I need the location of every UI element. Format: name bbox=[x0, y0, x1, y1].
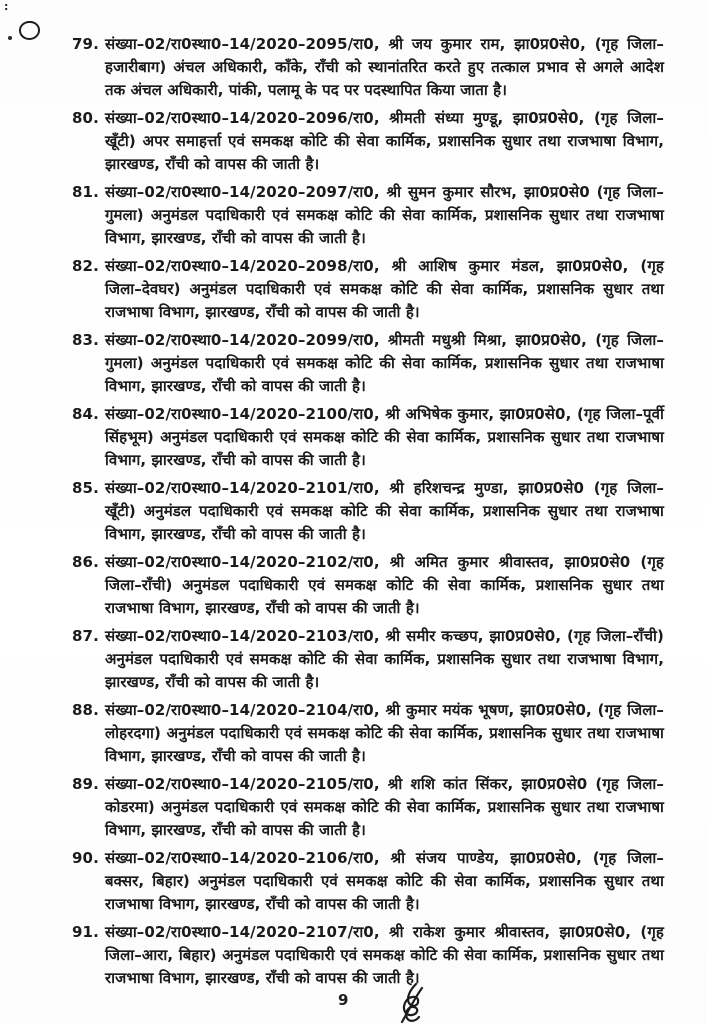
item-text: संख्या–02/रा0स्था0–14/2020–2096/रा0, श्रीमती संध्या मुण्डू, झा0प्र0से0, (गृह जिला–खूँटी) अपर समाहर्त्ता एवं समकक्ष कोटि की सेवा कार्मिक, प्रशासनिक सुधार तथा राजभाषा विभाग, झारखण्ड, राँची को वापस की जाती है। bbox=[105, 109, 664, 173]
item-number: 81. bbox=[72, 183, 99, 201]
signature-scribble-icon bbox=[392, 982, 432, 1024]
order-item bbox=[72, 255, 664, 324]
order-item bbox=[72, 921, 664, 990]
order-item bbox=[72, 551, 664, 620]
item-text: संख्या–02/रा0स्था0–14/2020–2098/रा0, श्री आशिष कुमार मंडल, झा0प्र0से0, (गृह जिला–देवघर) अनुमंडल पदाधिकारी एवं समकक्ष कोटि की सेवा कार्मिक, प्रशासनिक सुधार तथा राजभाषा विभाग, झारखण्ड, राँची को वापस की जाती है। bbox=[105, 257, 664, 321]
order-item bbox=[72, 625, 664, 694]
ink-dot-mark bbox=[8, 36, 12, 40]
item-text: संख्या–02/रा0स्था0–14/2020–2095/रा0, श्री जय कुमार राम, झा0प्र0से0, (गृह जिला–हजारीबाग) अंचल अधिकारी, काँके, राँची को स्थानांतरित करते हुए तत्काल प्रभाव से अगले आदेश तक अंचल अधिकारी, पांकी, पलामू के पद पर पदस्थापित किया जाता है। bbox=[105, 35, 664, 99]
ink-colon-mark: : bbox=[4, 0, 9, 13]
circle-mark bbox=[19, 21, 40, 40]
item-number: 87. bbox=[72, 627, 99, 645]
item-text: संख्या–02/रा0स्था0–14/2020–2104/रा0, श्री कुमार मयंक भूषण, झा0प्र0से0, (गृह जिला–लोहरदगा) अनुमंडल पदाधिकारी एवं समकक्ष कोटि की सेवा कार्मिक, प्रशासनिक सुधार तथा राजभाषा विभाग, झारखण्ड, राँची को वापस की जाती है। bbox=[105, 701, 664, 765]
item-number: 91. bbox=[72, 923, 99, 941]
order-item bbox=[72, 699, 664, 768]
item-text: संख्या–02/रा0स्था0–14/2020–2097/रा0, श्री सुमन कुमार सौरभ, झा0प्र0से0 (गृह जिला–गुमला) अनुमंडल पदाधिकारी एवं समकक्ष कोटि की सेवा कार्मिक, प्रशासनिक सुधार तथा राजभाषा विभाग, झारखण्ड, राँची को वापस की जाती है। bbox=[105, 183, 664, 247]
scan-corner-artifacts bbox=[0, 0, 60, 60]
item-number: 84. bbox=[72, 405, 99, 423]
item-number: 83. bbox=[72, 331, 99, 349]
item-text: संख्या–02/रा0स्था0–14/2020–2099/रा0, श्रीमती मधुश्री मिश्रा, झा0प्र0से0, (गृह जिला–गुमला) अनुमंडल पदाधिकारी एवं समकक्ष कोटि की सेवा कार्मिक, प्रशासनिक सुधार तथा राजभाषा विभाग, झारखण्ड, राँची को वापस की जाती है। bbox=[105, 331, 664, 395]
order-item bbox=[72, 773, 664, 842]
item-text: संख्या–02/रा0स्था0–14/2020–2100/रा0, श्री अभिषेक कुमार, झा0प्र0से0, (गृह जिला–पूर्वी सिंहभूम) अनुमंडल पदाधिकारी एवं समकक्ष कोटि की सेवा कार्मिक, प्रशासनिक सुधार तथा राजभाषा विभाग, झारखण्ड, राँची को वापस की जाती है। bbox=[105, 405, 664, 469]
order-list bbox=[72, 33, 664, 995]
item-text: संख्या–02/रा0स्था0–14/2020–2107/रा0, श्री राकेश कुमार श्रीवास्तव, झा0प्र0से0, (गृह जिला–आरा, बिहार) अनुमंडल पदाधिकारी एवं समकक्ष कोटि की सेवा कार्मिक, प्रशासनिक सुधार तथा राजभाषा विभाग, झारखण्ड, राँची को वापस की जाती है। bbox=[105, 923, 664, 987]
order-item bbox=[72, 329, 664, 398]
item-text: संख्या–02/रा0स्था0–14/2020–2102/रा0, श्री अमित कुमार श्रीवास्तव, झा0प्र0से0 (गृह जिला–राँची) अनुमंडल पदाधिकारी एवं समकक्ष कोटि की सेवा कार्मिक, प्रशासनिक सुधार तथा राजभाषा विभाग, झारखण्ड, राँची को वापस की जाती है। bbox=[105, 553, 664, 617]
order-item bbox=[72, 181, 664, 250]
order-item bbox=[72, 477, 664, 546]
item-text: संख्या–02/रा0स्था0–14/2020–2105/रा0, श्री शशि कांत सिंकर, झा0प्र0से0 (गृह जिला–कोडरमा) अनुमंडल पदाधिकारी एवं समकक्ष कोटि की सेवा कार्मिक, प्रशासनिक सुधार तथा राजभाषा विभाग, झारखण्ड, राँची को वापस की जाती है। bbox=[105, 775, 664, 839]
page-number: 9 bbox=[338, 991, 349, 1009]
item-number: 82. bbox=[72, 257, 99, 275]
item-number: 89. bbox=[72, 775, 99, 793]
item-number: 85. bbox=[72, 479, 99, 497]
order-item bbox=[72, 33, 664, 102]
item-text: संख्या–02/रा0स्था0–14/2020–2106/रा0, श्री संजय पाण्डेय, झा0प्र0से0, (गृह जिला–बक्सर, बिहार) अनुमंडल पदाधिकारी एवं समकक्ष कोटि की सेवा कार्मिक, प्रशासनिक सुधार तथा राजभाषा विभाग, झारखण्ड, राँची को वापस की जाती है। bbox=[105, 849, 664, 913]
item-number: 88. bbox=[72, 701, 99, 719]
order-item bbox=[72, 403, 664, 472]
item-text: संख्या–02/रा0स्था0–14/2020–2103/रा0, श्री समीर कच्छप, झा0प्र0से0, (गृह जिला–राँची) अनुमंडल पदाधिकारी एवं समकक्ष कोटि की सेवा कार्मिक, प्रशासनिक सुधार तथा राजभाषा विभाग, झारखण्ड, राँची को वापस की जाती है। bbox=[105, 627, 664, 691]
order-item bbox=[72, 107, 664, 176]
item-number: 90. bbox=[72, 849, 99, 867]
item-number: 86. bbox=[72, 553, 99, 571]
item-number: 79. bbox=[72, 35, 99, 53]
order-item bbox=[72, 847, 664, 916]
item-number: 80. bbox=[72, 109, 99, 127]
item-text: संख्या–02/रा0स्था0–14/2020–2101/रा0, श्री हरिशचन्द्र मुण्डा, झा0प्र0से0 (गृह जिला–खूँटी) अनुमंडल पदाधिकारी एवं समकक्ष कोटि की सेवा कार्मिक, प्रशासनिक सुधार तथा राजभाषा विभाग, झारखण्ड, राँची को वापस की जाती है। bbox=[105, 479, 664, 543]
